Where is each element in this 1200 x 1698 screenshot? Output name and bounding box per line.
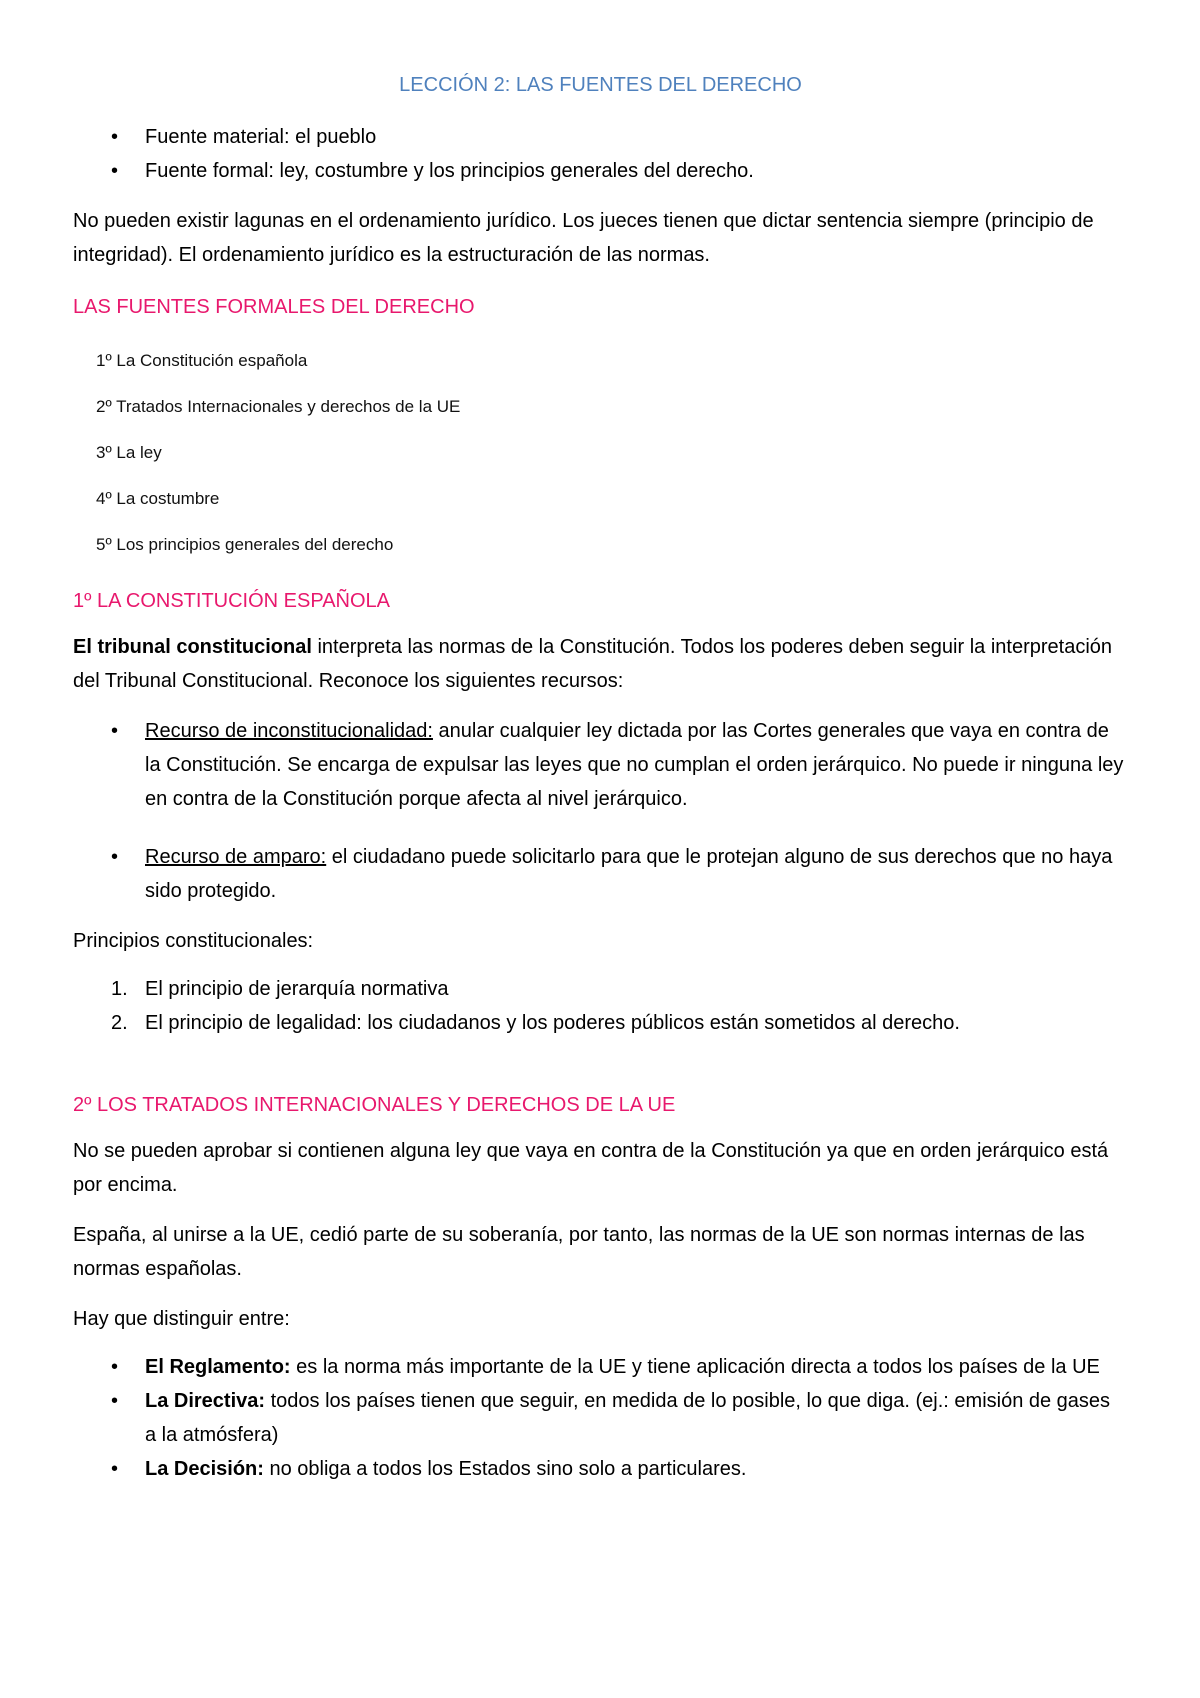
intro-paragraph: No pueden existir lagunas en el ordenamiento jurídico. Los jueces tienen que dictar sentencia siempre (principio de integridad). El ordenamiento jurídico es la estructuración de las normas. xyxy=(73,210,1094,266)
list-item: 1º La Constitución española xyxy=(96,351,308,370)
section-heading-constitucion: 1º LA CONSTITUCIÓN ESPAÑOLA xyxy=(73,590,391,612)
list-item: • La Decisión: no obliga a todos los Estados sino solo a particulares. xyxy=(73,1452,1118,1486)
bullet-icon: • xyxy=(111,160,119,182)
principios-label: Principios constitucionales: xyxy=(73,930,314,952)
list-item: • Recurso de inconstitucionalidad: anular cualquier ley dictada por las Cortes generales que vaya en contra de la Constitución. Se encarga de expulsar las leyes que no cumplan el orden jerárquico. No puede ir ninguna ley en contra de la Constitución porque afecta al nivel jerárquico. xyxy=(73,714,1128,816)
section-heading-fuentes-formales: LAS FUENTES FORMALES DEL DERECHO xyxy=(73,296,475,318)
list-item: 3º La ley xyxy=(96,443,162,462)
tratados-paragraph-1: No se pueden aprobar si contienen alguna ley que vaya en contra de la Constitución ya que en orden jerárquico está por encima. xyxy=(73,1140,1109,1196)
bold-term: La Directiva: xyxy=(145,1390,266,1412)
list-item: • Fuente formal: ley, costumbre y los principios generales del derecho. xyxy=(73,154,1128,188)
tratados-paragraph-2: España, al unirse a la UE, cedió parte de su soberanía, por tanto, las normas de la UE son normas internas de las normas españolas. xyxy=(73,1224,1085,1280)
recursos-list xyxy=(73,714,1128,908)
list-item: 4º La costumbre xyxy=(96,489,220,508)
bullet-icon: • xyxy=(111,1356,119,1378)
list-item: 2º Tratados Internacionales y derechos de la UE xyxy=(96,397,461,416)
bullet-icon: • xyxy=(111,846,119,868)
underlined-term: Recurso de inconstitucionalidad: xyxy=(145,720,433,742)
bullet-icon: • xyxy=(111,720,119,742)
list-item: • Recurso de amparo: el ciudadano puede solicitarlo para que le protejan alguno de sus derechos que no haya sido protegido. xyxy=(73,840,1128,908)
normas-ue-list xyxy=(73,1350,1128,1486)
bold-term: El tribunal constitucional xyxy=(73,636,312,658)
list-item: 1. El principio de jerarquía normativa xyxy=(111,978,449,1000)
page-title: LECCIÓN 2: LAS FUENTES DEL DERECHO xyxy=(399,74,802,96)
principios-list xyxy=(73,972,1128,1040)
bullet-icon: • xyxy=(111,1458,119,1480)
bullet-icon: • xyxy=(111,126,119,148)
bold-term: El Reglamento: xyxy=(145,1356,291,1378)
list-item: • La Directiva: todos los países tienen que seguir, en medida de lo posible, lo que diga. (ej.: emisión de gases a la atmósfera) xyxy=(73,1384,1118,1452)
formal-sources-list xyxy=(73,350,1128,556)
list-item: • El Reglamento: es la norma más importante de la UE y tiene aplicación directa a todos los países de la UE xyxy=(73,1350,1118,1384)
bold-term: La Decisión: xyxy=(145,1458,264,1480)
underlined-term: Recurso de amparo: xyxy=(145,846,327,868)
tribunal-paragraph: El tribunal constitucional interpreta las normas de la Constitución. Todos los poderes deben seguir la interpretación del Tribunal Constitucional. Reconoce los siguientes recursos: xyxy=(73,636,1113,692)
section-heading-tratados: 2º LOS TRATADOS INTERNACIONALES Y DERECHOS DE LA UE xyxy=(73,1094,676,1116)
tratados-paragraph-3: Hay que distinguir entre: xyxy=(73,1308,290,1330)
list-item: 5º Los principios generales del derecho xyxy=(96,535,394,554)
list-item: 2. El principio de legalidad: los ciudadanos y los poderes públicos están sometidos al derecho. xyxy=(111,1012,960,1034)
intro-bullet-list xyxy=(73,120,1128,188)
list-item: • Fuente material: el pueblo xyxy=(73,120,1128,154)
bullet-icon: • xyxy=(111,1390,119,1412)
